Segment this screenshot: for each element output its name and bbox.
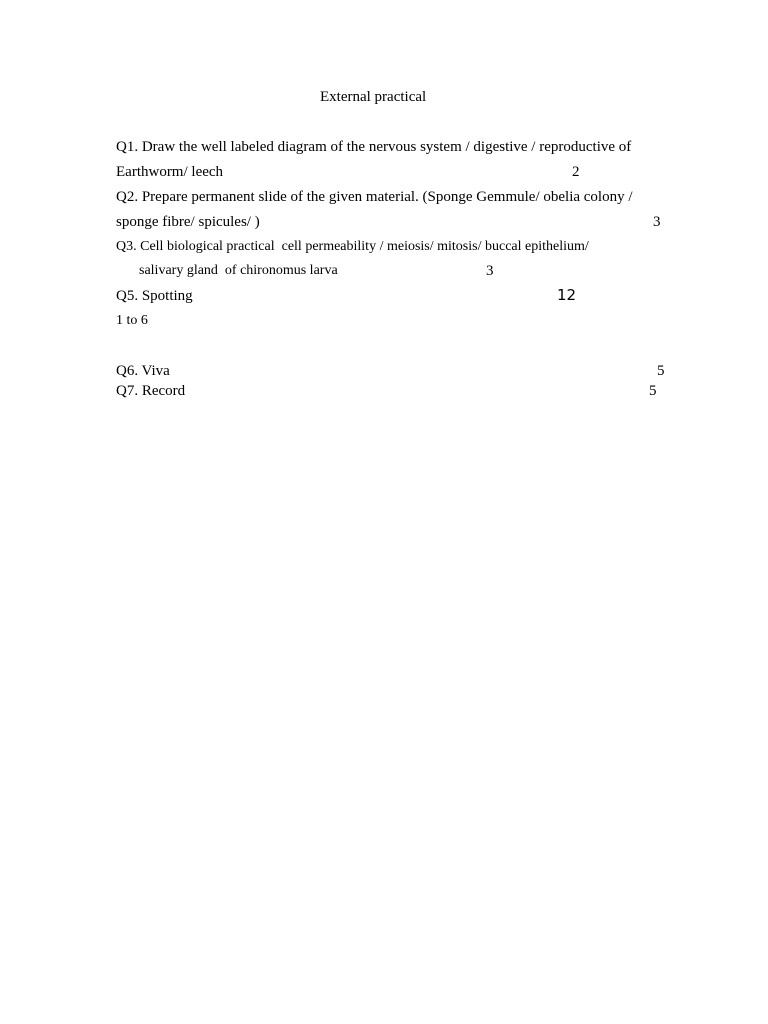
q3-text-line2: salivary gland of chironomus larva <box>139 263 338 278</box>
q2-text-line2: sponge fibre/ spicules/ ) <box>116 214 260 230</box>
q5-range: 1 to 6 <box>116 313 148 328</box>
q5-label: Q5. Spotting <box>116 288 193 304</box>
q3-marks: 3 <box>486 263 494 279</box>
q1-text-line1: Q1. Draw the well labeled diagram of the nervous system / digestive / reproductive of <box>116 139 632 155</box>
q1-marks: 2 <box>572 164 580 180</box>
q3-text-line1: Q3. Cell biological practical cell permeability / meiosis/ mitosis/ buccal epithelium/ <box>116 239 589 254</box>
q1-text-line2: Earthworm/ leech <box>116 164 224 180</box>
q5-marks: 12 <box>557 286 577 304</box>
q2-text-line1: Q2. Prepare permanent slide of the given material. (Sponge Gemmule/ obelia colony / <box>116 189 633 205</box>
q6-label: Q6. Viva <box>116 363 170 379</box>
q6-marks: 5 <box>657 363 665 379</box>
q2-marks: 3 <box>653 214 661 230</box>
q7-marks: 5 <box>649 383 657 399</box>
document-title: External practical <box>320 89 427 105</box>
q7-label: Q7. Record <box>116 383 186 399</box>
